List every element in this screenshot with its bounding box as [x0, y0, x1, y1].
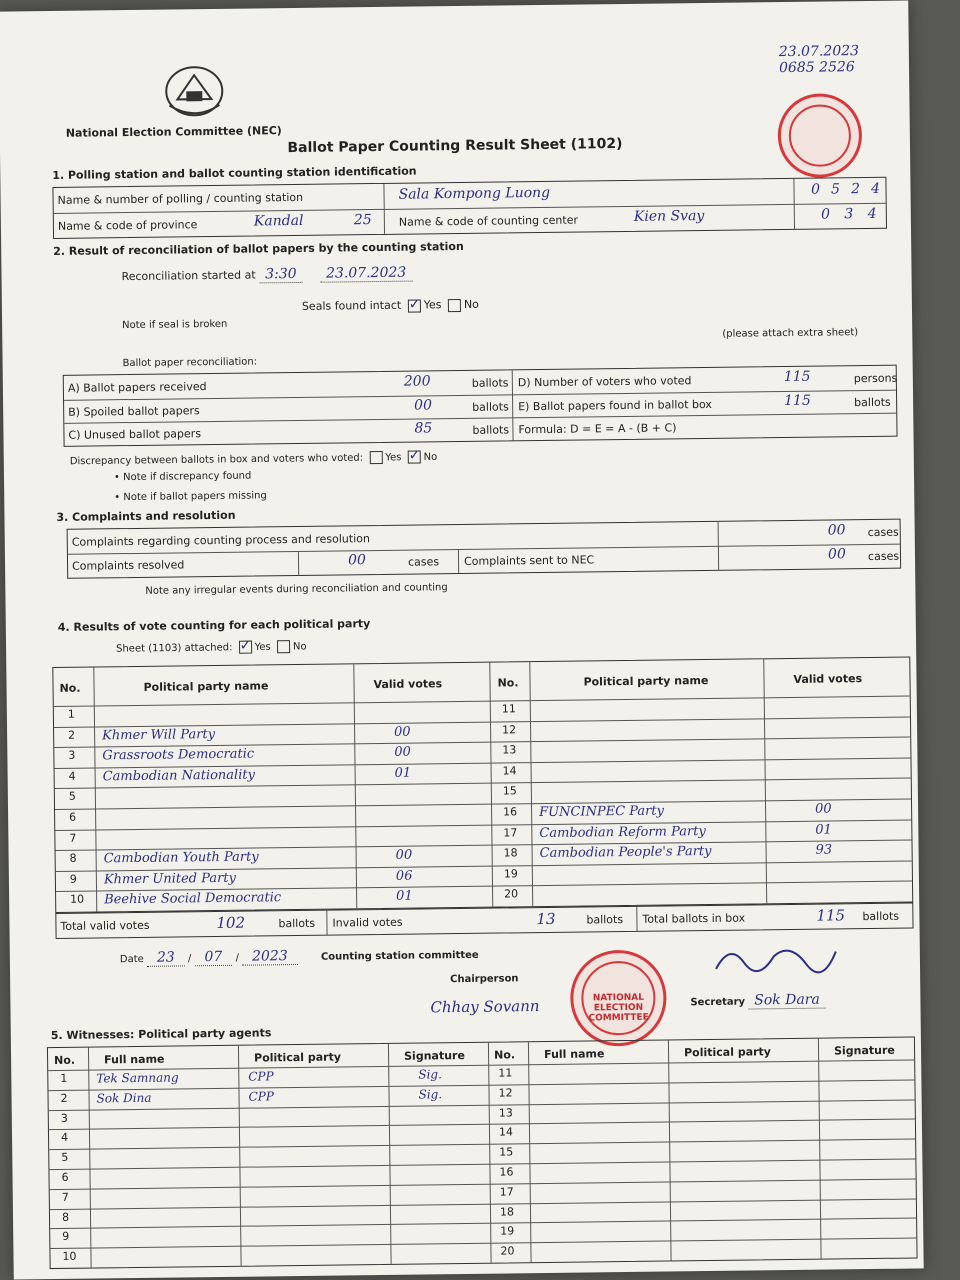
- witness-row-name: Sok Dina: [96, 1090, 152, 1106]
- rec-a-label: A) Ballot papers received: [67, 380, 207, 395]
- discrepancy-text: Discrepancy between ballots in box and voters who voted:: [69, 452, 364, 468]
- col-party-right: Political party name: [583, 673, 709, 689]
- sent-label: Complaints sent to NEC: [463, 553, 595, 568]
- total-invalid-value: 13: [536, 909, 556, 929]
- date-month: 07: [194, 949, 232, 966]
- party-row-name: Grassroots Democratic: [102, 746, 255, 764]
- center-label: Name & code of counting center: [398, 213, 579, 229]
- witness-row-no: 6: [61, 1170, 69, 1184]
- witness-row-no: 16: [499, 1165, 514, 1179]
- w-col-sign-left: Signature: [404, 1048, 465, 1063]
- discrepancy-yes-checkbox[interactable]: [369, 451, 382, 464]
- attached-text: Sheet (1103) attached:: [116, 642, 233, 655]
- rec-b-label: B) Spoiled ballot papers: [68, 404, 200, 419]
- complaints-table: [67, 519, 902, 579]
- center-value: Kien Svay: [633, 207, 705, 225]
- resolved-label: Complaints resolved: [71, 558, 185, 573]
- witness-row-no: 15: [499, 1145, 514, 1159]
- total-box-label: Total ballots in box: [642, 911, 746, 926]
- rec-c-unit: ballots: [472, 423, 510, 437]
- reconciliation-title: Ballot paper reconciliation:: [122, 356, 258, 370]
- corner-note-date: 23.07.2023: [778, 43, 860, 61]
- party-row-name: Beehive Social Democratic: [104, 890, 282, 908]
- secretary-row: [690, 992, 826, 1011]
- center-digit: 3: [844, 206, 854, 223]
- witness-row-no: 7: [61, 1190, 69, 1204]
- attached-yes-checkbox[interactable]: [239, 641, 252, 654]
- w-col-no-left: No.: [54, 1053, 76, 1068]
- party-row-name: Cambodian People's Party: [539, 844, 712, 862]
- witness-row-no: 5: [61, 1151, 69, 1165]
- total-valid-label: Total valid votes: [60, 918, 150, 933]
- province-value: Kandal: [253, 212, 304, 230]
- party-row-name: Khmer United Party: [103, 870, 236, 888]
- witness-row-party: CPP: [248, 1089, 274, 1104]
- attached-yes-label: Yes: [254, 641, 271, 654]
- witness-row-name: Tek Samnang: [96, 1070, 179, 1086]
- w-col-name-right: Full name: [543, 1047, 605, 1062]
- witness-row-no: 12: [498, 1086, 513, 1100]
- party-row-no: 18: [503, 846, 518, 860]
- complaints-unit: cases: [867, 525, 899, 540]
- bullet1-text: Note if discrepancy found: [123, 470, 252, 484]
- party-row-no: 5: [68, 790, 76, 804]
- party-row-name: FUNCINPEC Party: [539, 803, 665, 821]
- rec-d-value: 115: [783, 368, 811, 386]
- seal-note-label: Note if seal is broken: [122, 318, 228, 332]
- total-valid-unit: ballots: [278, 916, 316, 931]
- reconciliation-time: [121, 265, 412, 286]
- rec-a-value: 200: [403, 373, 431, 390]
- rec-e-label: E) Ballot papers found in ballot box: [518, 397, 712, 414]
- total-invalid-unit: ballots: [586, 913, 624, 927]
- party-row-no: 14: [502, 764, 517, 778]
- bullet-missing: • Note if ballot papers missing: [114, 490, 267, 504]
- seal-note-fill: (please attach extra sheet): [722, 327, 859, 340]
- discrepancy-no-label: No: [423, 451, 438, 463]
- discrepancy-yes-label: Yes: [385, 452, 402, 464]
- org-name: National Election Committee (NEC): [65, 124, 282, 140]
- col-no-left: No.: [59, 681, 81, 695]
- party-row-no: 6: [69, 810, 77, 824]
- station-label: Name & number of polling / counting station: [57, 190, 304, 207]
- section5-heading: 5. Witnesses: Political party agents: [50, 1026, 272, 1043]
- party-row-votes: 01: [394, 765, 412, 781]
- date-value: 23.07.2023: [320, 265, 412, 283]
- discrepancy-no-checkbox[interactable]: [408, 450, 421, 463]
- party-row-votes: 00: [395, 847, 413, 864]
- rec-formula: Formula: D = E = A - (B + C): [518, 421, 677, 437]
- committee-label: Counting station committee: [320, 949, 479, 963]
- party-row-votes: 00: [815, 801, 832, 817]
- resolved-unit: cases: [407, 555, 440, 569]
- date-label: Date: [119, 953, 144, 966]
- sent-value: 00: [827, 546, 846, 563]
- secretary-signature-icon: [710, 937, 840, 979]
- party-row-no: 1: [67, 707, 75, 721]
- party-row-no: 2: [68, 728, 76, 742]
- party-row-no: 15: [502, 784, 517, 798]
- party-row-name: Cambodian Nationality: [102, 767, 255, 785]
- section3-heading: 3. Complaints and resolution: [56, 508, 236, 524]
- rec-e-unit: ballots: [854, 395, 891, 410]
- attached-sheet-row: [116, 640, 307, 655]
- party-row-votes: 01: [815, 822, 832, 838]
- party-row-no: 4: [68, 769, 76, 783]
- witness-row-no: 8: [61, 1210, 70, 1224]
- w-col-sign-right: Signature: [833, 1043, 895, 1058]
- witness-row-no: 11: [498, 1066, 513, 1080]
- time-label: Reconciliation started at: [121, 268, 256, 284]
- center-digit: 0: [820, 206, 831, 223]
- time-value: 3:30: [259, 266, 303, 284]
- station-digit: 5: [830, 181, 841, 198]
- witness-row-no: 10: [62, 1249, 77, 1264]
- section4-heading: 4. Results of vote counting for each political party: [57, 617, 371, 634]
- witness-row-sign: Sig.: [418, 1087, 443, 1102]
- party-row-no: 9: [69, 872, 77, 886]
- bullet2-text: Note if ballot papers missing: [123, 490, 267, 504]
- seal-yes-label: Yes: [423, 298, 442, 312]
- w-col-no-right: No.: [493, 1048, 516, 1062]
- seal-yes-checkbox[interactable]: [408, 299, 421, 312]
- witness-row-no: 14: [498, 1125, 514, 1139]
- witness-table: [47, 1036, 918, 1269]
- rec-b-value: 00: [414, 397, 433, 414]
- rec-e-value: 115: [784, 392, 811, 410]
- witness-row-no: 19: [500, 1224, 515, 1238]
- col-votes-left: Valid votes: [373, 677, 443, 692]
- party-results-table: [52, 657, 913, 913]
- nec-logo-icon: [159, 61, 230, 120]
- party-row-no: 7: [69, 831, 77, 845]
- party-row-no: 16: [503, 805, 518, 819]
- stamp-text: NATIONAL ELECTION COMMITTEE: [588, 992, 649, 1024]
- seal-check: [302, 298, 479, 314]
- attached-no-checkbox[interactable]: [277, 640, 290, 653]
- party-row-no: 12: [502, 722, 517, 737]
- total-box-unit: ballots: [862, 909, 900, 924]
- witness-row-no: 1: [60, 1071, 68, 1085]
- rec-c-value: 85: [414, 420, 433, 437]
- chair-label: Chairperson: [450, 973, 519, 986]
- station-digits: [805, 181, 885, 198]
- witness-row-no: 9: [62, 1230, 70, 1244]
- party-row-name: Cambodian Youth Party: [103, 849, 259, 867]
- station-value: Sala Kompong Luong: [398, 184, 551, 203]
- party-row-votes: 00: [394, 724, 411, 740]
- section1-heading: 1. Polling station and ballot counting station identification: [52, 164, 417, 182]
- date-year: 2023: [242, 948, 298, 966]
- witness-row-no: 2: [60, 1091, 68, 1105]
- party-row-votes: 01: [396, 889, 413, 905]
- rec-d-unit: persons: [853, 371, 898, 386]
- seal-no-checkbox[interactable]: [448, 298, 461, 311]
- discrepancy-row: [70, 450, 438, 467]
- complaints-value: 00: [827, 522, 846, 539]
- province-label: Name & code of province: [57, 218, 198, 233]
- station-digit: 4: [870, 180, 881, 197]
- witness-row-no: 17: [499, 1185, 514, 1199]
- corner-note: [779, 43, 860, 76]
- witness-row-no: 4: [60, 1131, 69, 1145]
- party-row-name: Khmer Will Party: [102, 726, 216, 743]
- rec-b-unit: ballots: [472, 400, 509, 414]
- party-row-no: 11: [501, 702, 516, 716]
- col-no-right: No.: [497, 676, 519, 690]
- bullet-discrepancy: • Note if discrepancy found: [113, 470, 252, 484]
- rec-d-label: D) Number of voters who voted: [517, 374, 692, 390]
- corner-note-code: 0685 2526: [778, 59, 855, 77]
- secretary-label: Secretary: [690, 996, 746, 1009]
- rec-c-label: C) Unused ballot papers: [68, 427, 202, 442]
- province-code: 25: [353, 212, 372, 229]
- center-digit: 4: [867, 205, 877, 222]
- w-col-name-left: Full name: [104, 1052, 165, 1067]
- seal-no-label: No: [463, 297, 479, 311]
- party-row-no: 17: [503, 825, 518, 840]
- party-row-no: 8: [69, 851, 77, 865]
- rec-a-unit: ballots: [471, 376, 509, 390]
- party-row-votes: 06: [395, 868, 413, 884]
- witness-row-no: 13: [498, 1105, 513, 1120]
- date-day: 23: [147, 949, 185, 966]
- section1-table: [52, 177, 887, 239]
- page-title: Ballot Paper Counting Result Sheet (1102): [287, 135, 623, 157]
- station-digit: 2: [850, 181, 861, 198]
- station-digit: 0: [810, 181, 821, 198]
- witness-row-sign: Sig.: [418, 1067, 442, 1082]
- official-stamp-icon: [570, 950, 667, 1047]
- witness-row-no: 18: [499, 1204, 515, 1219]
- party-row-no: 3: [68, 748, 76, 762]
- witness-row-no: 3: [60, 1111, 68, 1125]
- irregular-note: Note any irregular events during reconciliation and counting: [145, 582, 448, 597]
- chair-signature: Chhay Sovann: [430, 997, 540, 1017]
- signing-date: Date 23 / 07 / 2023 Counting station committee: [119, 948, 479, 966]
- party-row-no: 19: [503, 867, 518, 881]
- secretary-name: Sok Dara: [748, 992, 826, 1010]
- sent-unit: cases: [867, 549, 900, 564]
- party-row-no: 13: [502, 743, 517, 757]
- witness-row-no: 20: [500, 1244, 515, 1258]
- col-party-left: Political party name: [143, 679, 269, 694]
- total-box-value: 115: [816, 906, 846, 925]
- party-row-votes: 00: [394, 744, 412, 761]
- section2-heading: 2. Result of reconciliation of ballot papers by the counting station: [53, 239, 464, 258]
- complaints-label: Complaints regarding counting process and resolution: [71, 532, 371, 549]
- witness-row-party: CPP: [248, 1069, 274, 1084]
- attached-no-label: No: [292, 641, 307, 653]
- col-votes-right: Valid votes: [793, 672, 863, 686]
- w-col-party-left: Political party: [254, 1050, 342, 1065]
- center-digits: [814, 206, 884, 223]
- party-row-no: 10: [70, 893, 85, 907]
- w-col-party-right: Political party: [683, 1045, 772, 1060]
- party-row-votes: 93: [815, 842, 833, 858]
- party-row-name: Cambodian Reform Party: [539, 823, 706, 841]
- reconciliation-table: [63, 365, 898, 447]
- party-row-no: 20: [504, 887, 519, 901]
- resolved-value: 00: [347, 552, 366, 569]
- seal-text: Seals found intact: [301, 298, 402, 313]
- total-invalid-label: Invalid votes: [332, 915, 403, 930]
- total-valid-value: 102: [216, 913, 246, 933]
